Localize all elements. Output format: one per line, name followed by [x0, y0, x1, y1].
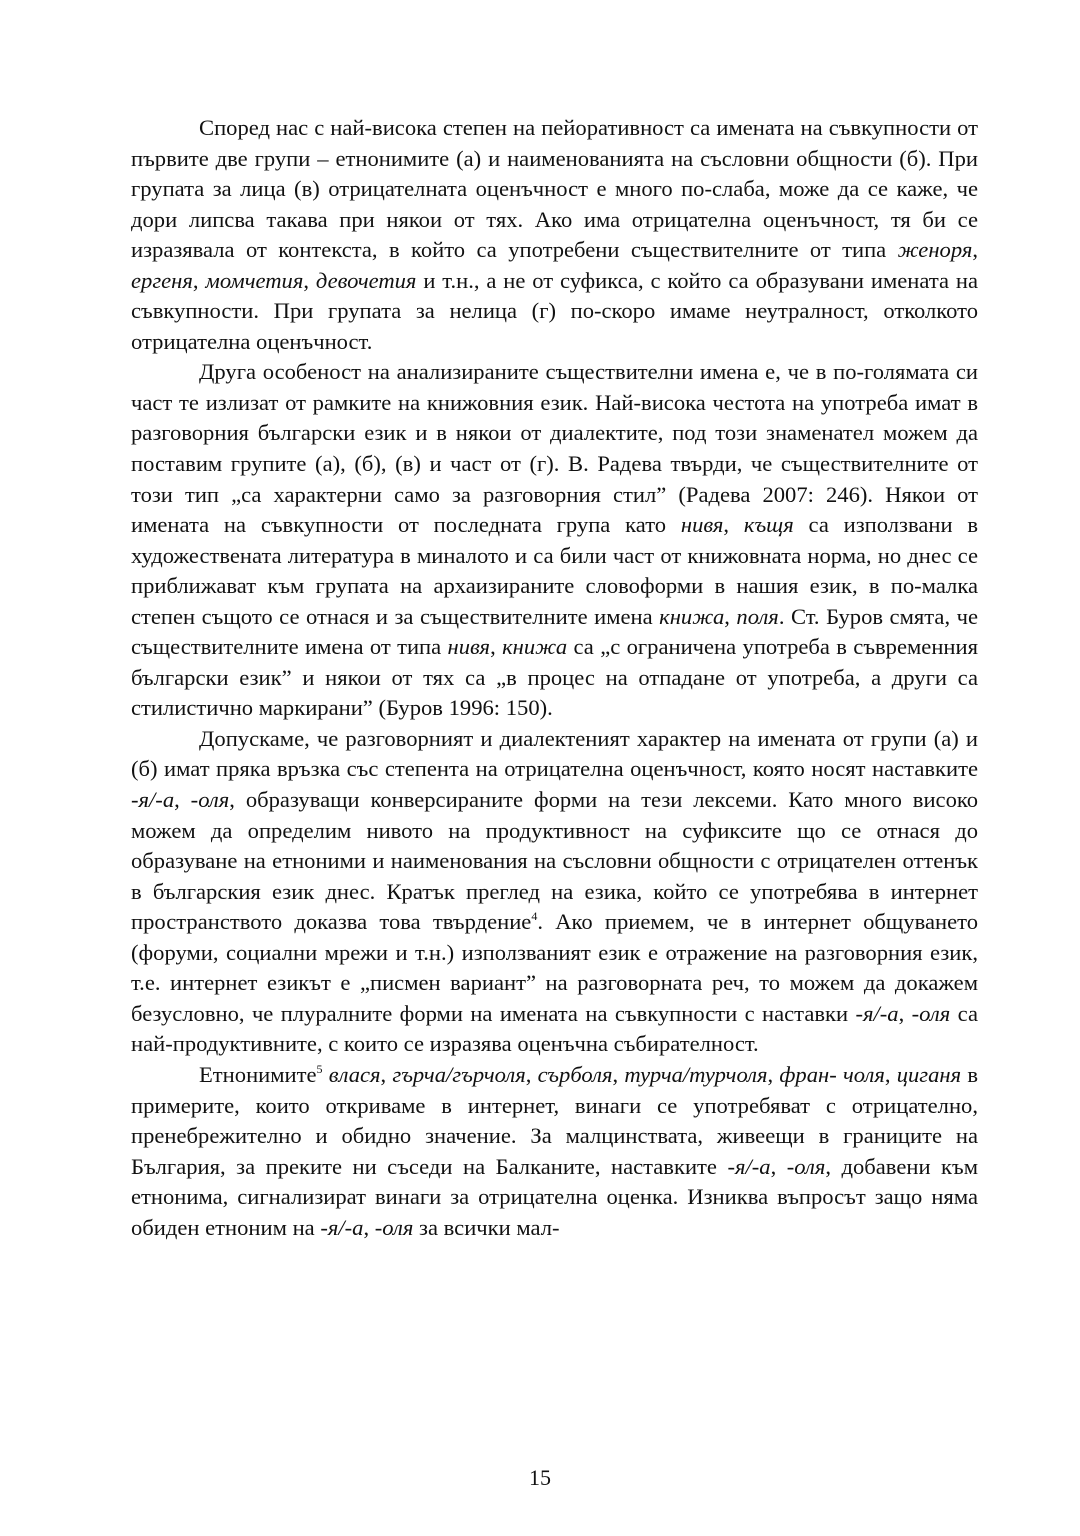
paragraph [131, 357, 978, 724]
text-run: са използвани в художествената литература в миналото и са били част от книжовната норма, но днес се приближават към групата на архаизираните словоформи в нашия език, в по-малка степен същото се отнася и за съществителните имена [131, 512, 979, 629]
italic-term: сърболя [537, 1061, 613, 1087]
italic-term: -я/-а [131, 787, 175, 813]
text-run: , [612, 1061, 625, 1087]
italic-term: къщя [743, 512, 794, 538]
text-run: , [972, 237, 978, 263]
italic-term: нивя [680, 512, 724, 538]
italic-term: нивя [447, 634, 491, 660]
text-run: Етнонимите [199, 1061, 317, 1087]
text-run: , добавени към етнонима, сигнализират винаги за отрицателна оценка. Изниква въпросът защо няма обиден етноним на [131, 1153, 979, 1240]
text-run: Друга особеност на анализираните съществителни имена е, че в по-голямата си част те излизат от рамките на книжовния език. Най-висока честота на употреба имат в разговорния български език и в някои от диалектите, под този знаменател можем да поставим групите (а), (б), (в) и част от (г). В. Радева твърди, че съществителните от този тип „са характерни само за разговорния стил” (Радева 2007: 246). Някои от имената на съвкупности от последната група като [131, 359, 978, 538]
italic-term: -оля [374, 1214, 414, 1240]
italic-term: -я/-а [855, 1000, 899, 1026]
italic-term: циганя [896, 1061, 962, 1087]
italic-term: ергеня [131, 267, 193, 293]
italic-term: -оля [911, 1000, 951, 1026]
text-run: , [770, 1153, 787, 1179]
text-run: за всички мал- [413, 1214, 560, 1240]
footnote-marker: 5 [316, 1061, 323, 1076]
italic-term: -оля [190, 787, 230, 813]
text-run: . Ако приемем, че в интернет общуването (форуми, социални мрежи и т.н.) използваният език е отражение на разговорния език, т.е. интернет езикът е „писмен вариант” на разговорната реч, то можем да докажем безусловно, че плуралните форми на имената на съвкупности с наставки [131, 909, 978, 1026]
italic-term: гърча/гърчоля [392, 1061, 526, 1087]
page-number: 15 [529, 1465, 551, 1490]
text-run: , [192, 267, 206, 293]
body-text [131, 113, 978, 1243]
paragraph [131, 1060, 978, 1243]
text-run: Допускаме, че разговорният и диалектеният характер на имената от групи (а) и (б) имат пряка връзка със степента на отрицателна оценъчност, която носят наставките [131, 725, 978, 782]
italic-term: -оля [786, 1153, 826, 1179]
text-run: , [303, 267, 316, 293]
footnote-marker: 4 [531, 909, 538, 924]
italic-term: девочетия [315, 267, 417, 293]
italic-term: турча/турчоля [624, 1061, 768, 1087]
italic-term: поля [736, 603, 779, 629]
italic-term: -я/-а [727, 1153, 771, 1179]
paragraph [131, 113, 978, 357]
text-run: . Ст. Буров смята, че съществителните имена от типа [131, 603, 979, 660]
text-run: , [767, 1061, 780, 1087]
text-run: , [363, 1214, 375, 1240]
text-run: в примерите, които откриваме в интернет, винаги се употребяват с отрицателно, пренебрежително и обидно значение. За малцинствата, живеещи в границите на България, за преките ни съседи на Балканите, наставките [131, 1061, 979, 1179]
text-run: Според нас с най-висока степен на пейоративност са имената на съвкупности от първите две групи – етнонимите (а) и наименованията на съсловни общности (б). При групата за лица (в) отрицателната оценъчност е много по-слаба, може да се каже, че дори липсва такава при някои от тях. Ако има отрицателна оценъчност, тя би се изразявала от контекста, в който са употребени съществителните от типа [131, 115, 978, 263]
text-run: , [724, 603, 737, 629]
italic-term: книжа [502, 634, 568, 660]
italic-term: момчетия [205, 267, 304, 293]
text-run: , [884, 1061, 897, 1087]
italic-term: женоря [897, 237, 973, 263]
text-run: са „с ограничена употреба в съвременния български език” и някои от тях са „в процес на отпадане от употреба, а други са стилистично маркирани” (Буров 1996: 150). [131, 634, 978, 721]
italic-term: влася [328, 1061, 381, 1087]
text-run: , [898, 1000, 912, 1026]
text-run: и т.н., а не от суфикса, с който са образувани имената на съвкупности. При групата за нелица (г) по-скоро имаме неутралност, отколкото отрицателна оценъчност. [131, 267, 979, 354]
paragraph [131, 724, 978, 1060]
italic-term: -я/-а [320, 1214, 364, 1240]
text-run: , [174, 787, 191, 813]
text-run: , [525, 1061, 538, 1087]
text-run: , [490, 634, 503, 660]
text-run: , [380, 1061, 393, 1087]
text-run: , [723, 512, 744, 538]
italic-term: книжа [659, 603, 725, 629]
text-run: са най-продуктивните, с които се изразява оценъчна събирателност. [131, 1000, 979, 1057]
italic-term: фран- чоля [779, 1061, 885, 1087]
text-run: , образуващи конверсираните форми на тези лексеми. Като много високо можем да определим нивото на продуктивност на суфиксите що се отнася до образуване на етноними и наименования на съсловни общности с отрицателен оттенък в българския език днес. Кратък преглед на езика, който се употребява в интернет пространството доказва това твърдение [131, 787, 978, 935]
